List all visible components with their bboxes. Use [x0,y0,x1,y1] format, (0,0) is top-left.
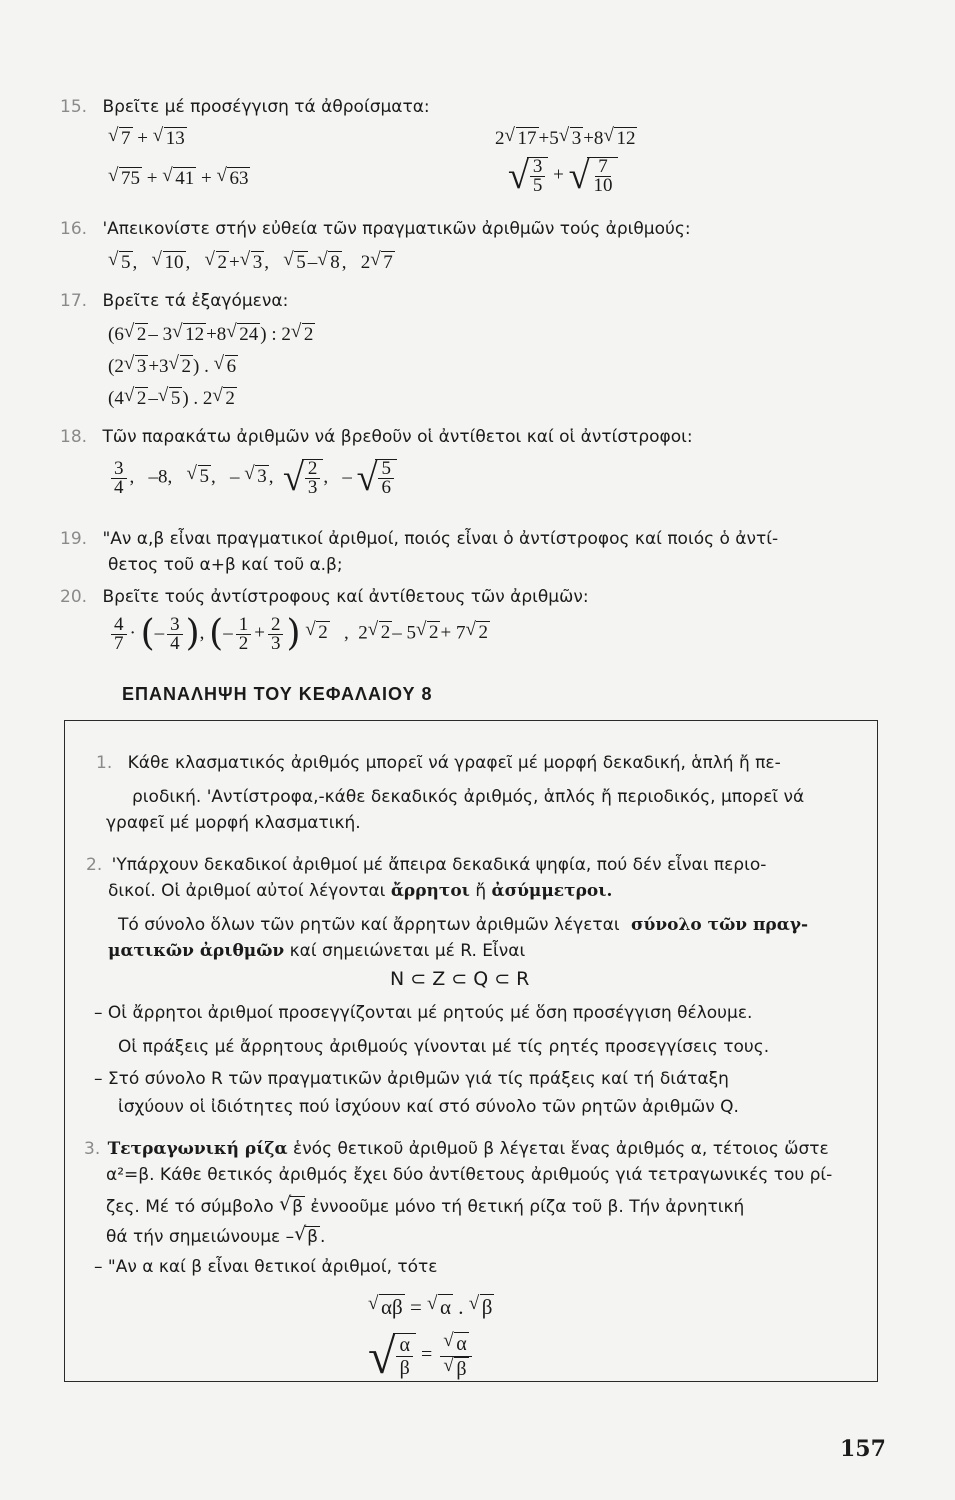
summary-2-dash2-cont: ἰσχύουν οἱ ἰδιότητες πού ἰσχύουν καί στό σύνολο τῶν ρητῶν ἀριθμῶν Q. [118,1097,739,1117]
summary-3-line5: – "Αν α καί β εἶναι θετικοί ἀριθμοί, τότε [94,1257,438,1277]
summary-3: 3. Τετραγωνική ρίζα ἑνός θετικοῦ ἀριθμοῦ β λέγεται ἕνας ἀριθμός α, τέτοιος ὥστε [84,1139,829,1159]
summary-2-line2: δικοί. Οἱ ἀριθμοί αὐτοί λέγονται ἄρρητοι ἤ ἀσύμμετροι. [108,881,613,901]
summary-2: 2. 'Υπάρχουν δεκαδικοί ἀριθμοί μέ ἄπειρα δεκαδικά ψηφία, πού δέν εἶναι περιο- [86,855,767,875]
exercise-19-cont: θετος τοῦ α+β καί τοῦ α.β; [108,555,343,575]
summary-3-line3: ζες. Μέ τό σύμβολο √ β ἐννοοῦμε μόνο τή θετική ρίζα τοῦ β. Τήν ἀρνητική [106,1196,744,1218]
exercise-17: 17. Βρεῖτε τά ἐξαγόμενα: [60,291,289,311]
summary-2-line3: Τό σύνολο ὅλων τῶν ρητῶν καί ἄρρητων ἀριθμῶν λέγεται σύνολο τῶν πραγ- [118,915,809,935]
set-inclusion: N ⊂ Z ⊂ Q ⊂ R [390,968,530,990]
exercise-number: 15. [60,97,88,117]
summary-1-line3: γραφεῖ μέ μορφή κλασματική. [106,813,361,833]
exercise-16: 16. 'Απεικονίστε στήν εὐθεία τῶν πραγματικῶν ἀριθμῶν τούς ἀριθμούς: [60,219,691,239]
summary-3-line2: α²=β. Κάθε θετικός ἀριθμός ἔχει δύο ἀντίθετους ἀριθμούς γιά τετραγωνικές του ρί- [106,1165,833,1185]
summary-2-dash1-cont: Οἱ πράξεις μέ ἄρρητους ἀριθμούς γίνονται μέ τίς ρητές προσεγγίσεις τους. [118,1037,770,1057]
exercise-15 [60,96,430,118]
expr-16: √ 5 , √ 10 , √ 2 +√ 3 , √ 5 –√ 8 , 2√ 7 [108,252,395,274]
exercise-20: 20. Βρεῖτε τούς ἀντίστροφους καί ἀντίθετους τῶν ἀριθμῶν: [60,587,589,607]
formula-quotient: √ $\frac{\alpha}{\beta}$ = √ α √ β [368,1330,475,1382]
exercise-text: Βρεῖτε μέ προσέγγιση τά ἀθροίσματα: [102,97,430,117]
exercise-18: 18. Τῶν παρακάτω ἀριθμῶν νά βρεθοῦν οἱ ἀντίθετοι καί οἱ ἀντίστροφοι: [60,427,693,447]
expr-15b: 2√ 17 +5√ 3 +8√ 12 [495,128,637,150]
summary-2-line4: ματικῶν ἀριθμῶν καί σημειώνεται μέ R. Εἶναι [108,941,526,961]
expr-20: $\frac{4}{7}$ · (– $\frac{3}{4}$ ), (– $\frac{1}{2}$ + $\frac{2}{3}$ ) √ 2 , 2√ 2 – 5√ 2 + 7√ 2 [108,614,490,654]
expr-18: $\frac{3}{4}$ , –8, √ 5 , – √ 3 , √ $\frac{2}{3}$ , – √ $\frac{5}{6}$ [108,458,397,498]
formula-product: √ αβ = √ α . √ β [368,1296,494,1318]
summary-2-dash1: – Οἱ ἄρρητοι ἀριθμοί προσεγγίζονται μέ ρητούς μέ ὅση προσέγγιση θέλουμε. [94,1003,753,1023]
expr-15a: √ 7 + √ 13 [108,128,187,150]
expr-17a: (6√ 2 – 3√ 12 +8√ 24 ) : 2√ 2 [108,324,315,346]
page-number: 157 [840,1436,886,1462]
expr-15c: √ 75 + √ 41 + √ 63 [108,168,250,190]
expr-17b: (2√ 3 +3√ 2 ) . √ 6 [108,356,238,378]
exercise-19: 19. "Αν α,β εἶναι πραγματικοί ἀριθμοί, ποιός εἶναι ὁ ἀντίστροφος καί ποιός ὁ ἀντί- [60,529,779,549]
summary-2-dash2: – Στό σύνολο R τῶν πραγματικῶν ἀριθμῶν γιά τίς πράξεις καί τή διάταξη [94,1069,729,1089]
summary-1-line2: ριοδική. 'Αντίστροφα,-κάθε δεκαδικός ἀριθμός, ἁπλός ἤ περιοδικός, μπορεῖ νά [132,787,805,807]
expr-15d: √ $\frac{3}{5}$ + √ $\frac{7}{10}$ [508,156,618,196]
expr-17c: (4√ 2 –√ 5 ) . 2√ 2 [108,388,237,410]
summary-3-line4: θά τήν σημειώνουμε –√ β . [106,1226,325,1248]
summary-1: 1. Κάθε κλασματικός ἀριθμός μπορεῖ νά γραφεῖ μέ μορφή δεκαδική, ἁπλή ἤ πε- [96,753,781,773]
section-heading: ΕΠΑΝΑΛΗΨΗ ΤΟΥ ΚΕΦΑΛΑΙΟΥ 8 [122,684,433,704]
